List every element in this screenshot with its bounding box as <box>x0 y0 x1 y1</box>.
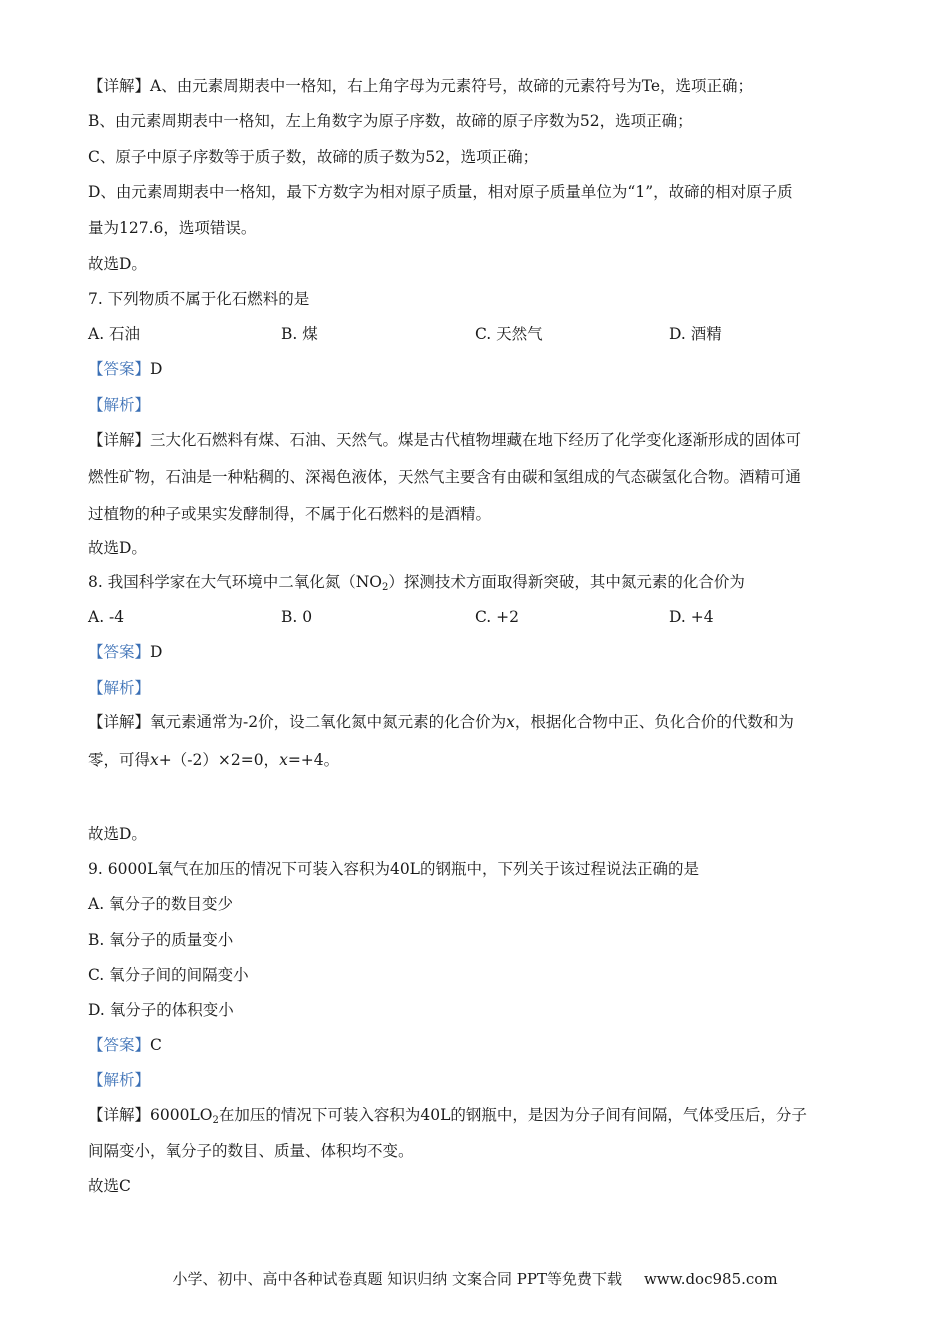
q8-detail-line2: 零，可得x+（-2）×2=0，x=+4。 <box>88 751 340 769</box>
page-footer <box>0 1268 950 1290</box>
footer-text: 小学、初中、高中各种试卷真题 知识归纳 文案合同 PPT等免费下载 <box>172 1270 622 1288</box>
q7-detail-line3: 过植物的种子或果实发酵制得，不属于化石燃料的是酒精。 <box>88 505 492 523</box>
q8-answer: 【答案】D <box>88 643 163 661</box>
q9-option-c: C. 氧分子间的间隔变小 <box>88 966 249 984</box>
q7-option-c: C. 天然气 <box>475 325 543 343</box>
q9-option-a: A. 氧分子的数目变少 <box>88 895 234 913</box>
q8-option-a: A. -4 <box>88 608 125 626</box>
q9-answer: 【答案】C <box>88 1036 162 1054</box>
q9-question: 9. 6000L氧气在加压的情况下可装入容积为40L的钢瓶中，下列关于该过程说法正确的是 <box>88 860 699 878</box>
q6-detail-d-line2: 量为127.6，选项错误。 <box>88 219 257 237</box>
q7-detail-line2: 燃性矿物，石油是一种粘稠的、深褐色液体，天然气主要含有由碳和氢组成的气态碳氢化合物。酒精可通 <box>88 468 802 486</box>
q9-analysis-tag: 【解析】 <box>88 1071 151 1089</box>
q8-analysis-tag: 【解析】 <box>88 679 151 697</box>
q8-option-d: D. +4 <box>669 608 714 626</box>
q6-conclusion: 故选D。 <box>88 255 147 273</box>
q7-conclusion: 故选D。 <box>88 539 147 557</box>
q6-detail-b: B、由元素周期表中一格知，左上角数字为原子序数，故碲的原子序数为52，选项正确； <box>88 112 693 130</box>
q8-detail-line1: 【详解】氧元素通常为-2价，设二氧化氮中氮元素的化合价为x，根据化合物中正、负化合价的代数和为 <box>88 713 794 731</box>
q6-detail-c: C、原子中原子序数等于质子数，故碲的质子数为52，选项正确； <box>88 148 539 166</box>
q7-option-b: B. 煤 <box>281 325 318 343</box>
answer-tag: 【答案】 <box>88 643 151 661</box>
q7-question: 7. 下列物质不属于化石燃料的是 <box>88 290 310 308</box>
q7-analysis-tag: 【解析】 <box>88 396 151 414</box>
q9-option-d: D. 氧分子的体积变小 <box>88 1001 234 1019</box>
q7-answer: 【答案】D <box>88 360 163 378</box>
q8-conclusion: 故选D。 <box>88 825 147 843</box>
answer-tag: 【答案】 <box>88 1036 151 1054</box>
q7-option-d: D. 酒精 <box>669 325 722 343</box>
q7-option-a: A. 石油 <box>88 325 141 343</box>
q6-detail-a: 【详解】A、由元素周期表中一格知，右上角字母为元素符号，故碲的元素符号为Te，选项正确； <box>88 77 754 95</box>
answer-tag: 【答案】 <box>88 360 151 378</box>
q8-question: 8. 我国科学家在大气环境中二氧化氮$(NO_2)$探测技术方面取得新突破，其中氮元素的化合价为 <box>88 573 745 593</box>
q9-conclusion: 故选C <box>88 1177 131 1195</box>
q8-option-c: C. +2 <box>475 608 520 626</box>
q6-detail-d-line1: D、由元素周期表中一格知，最下方数字为相对原子质量，相对原子质量单位为“1”，故碲的相对原子质 <box>88 183 793 201</box>
q8-option-b: B. 0 <box>281 608 313 626</box>
q9-detail-line2: 间隔变小，氧分子的数目、质量、体积均不变。 <box>88 1142 414 1160</box>
q9-option-b: B. 氧分子的质量变小 <box>88 931 234 949</box>
q7-detail-line1: 【详解】三大化石燃料有煤、石油、天然气。煤是古代植物埋藏在地下经历了化学变化逐渐形成的固体可 <box>88 431 802 449</box>
footer-site-link[interactable]: www.doc985.com <box>643 1270 778 1288</box>
q9-detail-line1: 【详解】$6000LO_2$在加压的情况下可装入容积为40L的钢瓶中，是因为分子间有间隔，气体受压后，分子 <box>88 1106 807 1126</box>
